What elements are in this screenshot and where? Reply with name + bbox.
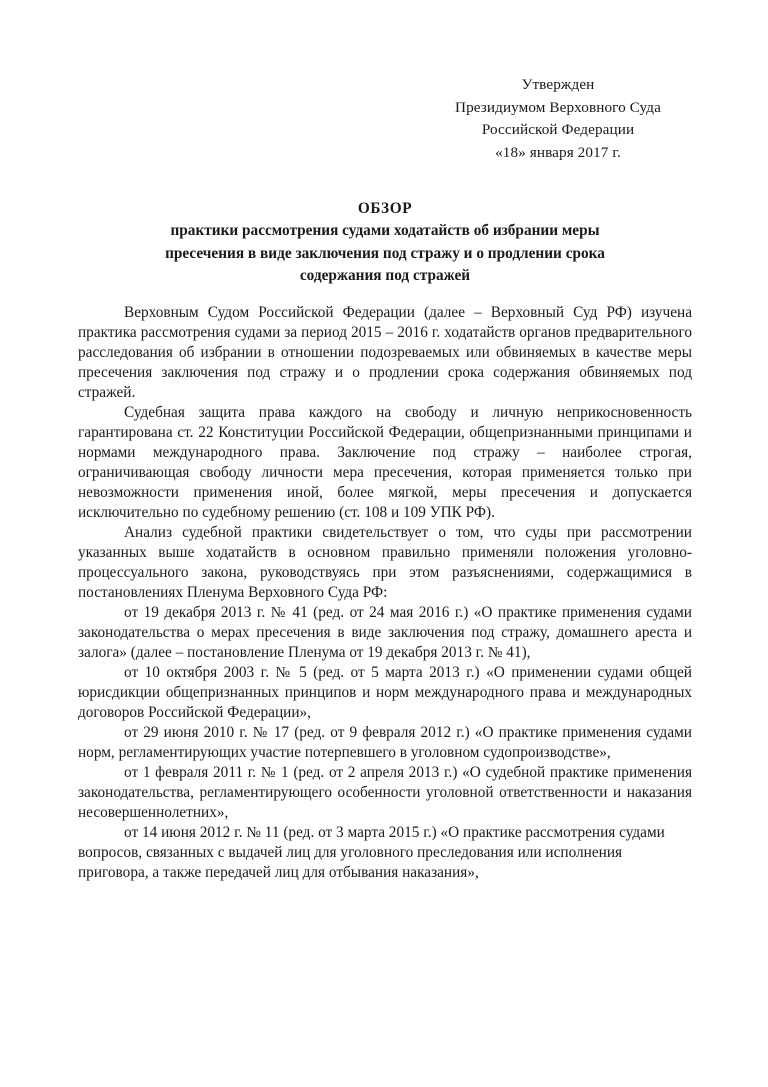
approval-line-federation: Российской Федерации (481, 121, 635, 138)
body-paragraph-3: Анализ судебной практики свидетельствует о том, что суды при рассмотрении указанных выше ходатайств в основном правильно применяли положения уголовно-процессуального закона, руководствуясь при этом разъяснениями, содержащимися в постановлениях Пленума Верховного Суда РФ: (78, 524, 692, 601)
body-paragraph-1: Верховным Судом Российской Федерации (далее – Верховный Суд РФ) изучена практика рассмотрения судами за период 2015 – 2016 г. ходатайств органов предварительного расследования об избрании в отношении подозреваемых или обвиняемых в качестве меры пресечения заключения под стражу и о продлении срока содержания обвиняемых под стражей. (78, 304, 692, 401)
body-paragraph-resolution-5: от 10 октября 2003 г. № 5 (ред. от 5 марта 2013 г.) «О применении судами общей юрисдикции общепризнанных принципов и норм международного права и международных договоров Российской Федерации», (78, 664, 692, 721)
approval-block (424, 74, 692, 164)
document-body (78, 303, 692, 883)
body-paragraph-resolution-41: от 19 декабря 2013 г. № 41 (ред. от 24 мая 2016 г.) «О практике применения судами законодательства о мерах пресечения в виде заключения под стражу, домашнего ареста и залога» (далее – постановление Пленума от 19 декабря 2013 г. № 41), (78, 604, 692, 661)
document-subtitle-line-2: пресечения в виде заключения под стражу и о продлении срока (165, 244, 605, 262)
approval-line-date: «18» января 2017 г. (495, 143, 621, 161)
body-paragraph-resolution-11: от 14 июня 2012 г. № 11 (ред. от 3 марта 2015 г.) «О практике рассмотрения судами вопросов, связанных с выдачей лиц для уголовного преследования или исполнения приговора, а также передачей лиц для отбывания наказания», (78, 824, 665, 881)
body-paragraph-resolution-17: от 29 июня 2010 г. № 17 (ред. от 9 февраля 2012 г.) «О практике применения судами норм, регламентирующих участие потерпевшего в уголовном судопроизводстве», (78, 724, 692, 761)
page-title: ОБЗОР (357, 200, 413, 217)
document-title-block (78, 198, 692, 288)
body-paragraph-resolution-1: от 1 февраля 2011 г. № 1 (ред. от 2 апреля 2013 г.) «О судебной практике применения законодательства, регламентирующего особенности уголовной ответственности и наказания несовершеннолетних», (78, 764, 692, 821)
body-paragraph-2: Судебная защита права каждого на свободу и личную неприкосновенность гарантирована ст. 22 Конституции Российской Федерации, общепризнанными принципами и нормами международного права. Заключение под стражу – наиболее строгая, ограничивающая свободу личности мера пресечения, которая применяется только при невозможности применения иной, более мягкой, меры пресечения и допускается исключительно по судебному решению (ст. 108 и 109 УПК РФ). (78, 404, 692, 521)
approval-line-presidium: Президиумом Верховного Суда (455, 98, 661, 116)
approval-line-approved: Утвержден (521, 76, 595, 93)
document-subtitle-line-1: практики рассмотрения судами ходатайств об избрании меры (170, 222, 600, 240)
document-subtitle-line-3: содержания под стражей (299, 267, 471, 285)
